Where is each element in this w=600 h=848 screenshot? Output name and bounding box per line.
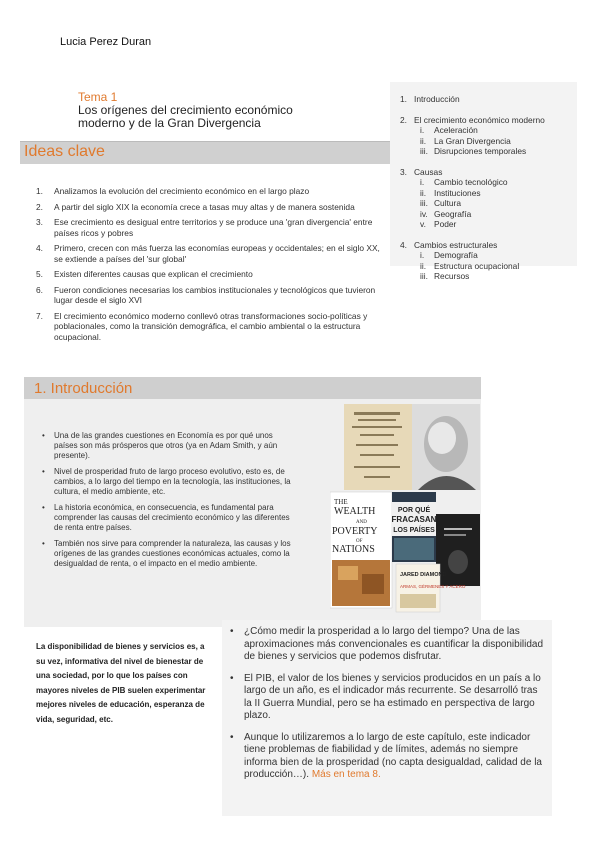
intro-bullets-container bbox=[40, 431, 296, 575]
table-of-contents bbox=[390, 82, 577, 281]
toc-sub-item: iii. Cultura bbox=[420, 198, 461, 208]
toc-sub-item: i. Aceleración bbox=[420, 125, 478, 135]
pib-slide bbox=[222, 620, 552, 816]
toc-sub-item: v. Poder bbox=[420, 219, 457, 229]
ideas-list-container bbox=[36, 186, 384, 347]
pib-bullet: • Aunque lo utilizaremos a lo largo de este capítulo, este indicador tiene problemas de fiabilidad y de límites, además no siempre informa bien de la prosperidad (no capta desigualdad, calidad de la producción…). Más en tema 8. bbox=[226, 732, 548, 782]
author-name: Lucia Perez Duran bbox=[60, 36, 152, 48]
intro-bullet-list bbox=[40, 431, 296, 569]
toc-sub-item: ii. La Gran Divergencia bbox=[420, 135, 511, 146]
pib-bullet: • El PIB, el valor de los bienes y servicios producidos en un país a lo largo de un año, es el indicador más recurrente. Se desarrolló tras la II Guerra Mundial, pero se ha estimado en perspectiva de largo plazo. bbox=[226, 673, 548, 723]
book-covers-collage bbox=[330, 404, 480, 614]
pib-bullet: • ¿Cómo medir la prosperidad a lo largo del tiempo? Una de las aproximaciones más convencionales es cuantificar la disponibilidad de bienes y servicios que podemos disfrutar. bbox=[226, 626, 548, 664]
toc-sub-item: iii. Recursos bbox=[420, 271, 470, 281]
tema-title-line1: Los orígenes del crecimiento económico bbox=[78, 103, 293, 117]
toc-section-2: 2. El crecimiento económico moderno bbox=[400, 114, 545, 125]
pib-bullet-list bbox=[226, 626, 548, 782]
toc-sub-item: iv. Geografía bbox=[420, 208, 472, 219]
introduction-bar bbox=[24, 377, 481, 399]
ideas-clave-heading: Ideas clave bbox=[24, 143, 105, 160]
ideas-list bbox=[36, 186, 384, 342]
idea-item-7: 7. El crecimiento económico moderno conllevó otras transformaciones socio-políticas y poblacionales, como la transición demográfica, el cambio ambiental o la estructura ocupacional. bbox=[36, 310, 368, 342]
toc-sub-item: i. Cambio tecnológico bbox=[420, 177, 508, 187]
idea-item-1: 1. Analizamos la evolución del crecimiento económico en el largo plazo bbox=[36, 186, 310, 196]
tema-header bbox=[78, 90, 293, 130]
cover-text-los-paises: LOS PAÍSES bbox=[393, 527, 435, 534]
intro-bullet: • También nos sirve para comprender la naturaleza, las causas y los orígenes de las grandes cuestiones económicas actuales, como la desigualdad de renta, o el impacto en el medio ambiente. bbox=[40, 539, 296, 569]
idea-item-3: 3. Ese crecimiento es desigual entre territorios y se produce una 'gran divergencia' entre países ricos y pobres bbox=[36, 217, 373, 238]
cover-text-poverty: POVERTY bbox=[332, 526, 378, 537]
cover-text-jared-diamond: JARED DIAMOND bbox=[400, 572, 447, 578]
intro-bullet: • La historia económica, en consecuencia, es fundamental para comprender las causas del crecimiento económico y las diferentes de renta entre países. bbox=[40, 503, 296, 533]
idea-item-4: 4. Primero, crecen con más fuerza las economías europeas y occidentales; en el siglo XX, se extiende a países del 'sur global' bbox=[36, 243, 380, 264]
toc-sub-item: ii. Instituciones bbox=[420, 187, 481, 198]
cover-text-the: THE bbox=[334, 498, 348, 506]
cover-text-fracasan: FRACASAN bbox=[391, 515, 437, 524]
intro-bullet: • Una de las grandes cuestiones en Economía es por qué unos países son más prósperos que otros (ya en Adam Smith, y aún presente). bbox=[40, 431, 296, 461]
cover-text-por-que: POR QUÉ bbox=[397, 507, 431, 514]
idea-item-6: 6. Fueron condiciones necesarias los cambios institucionales y tecnológicos que tuvieron lugar desde el siglo XVI bbox=[36, 284, 376, 305]
idea-item-2: 2. A partir del siglo XIX la economía crece a tasas muy altas y de manera sostenida bbox=[36, 201, 355, 212]
cover-text-of: OF bbox=[356, 539, 363, 544]
toc-section-4: 4. Cambios estructurales bbox=[400, 239, 498, 250]
toc-sub-item: i. Demografía bbox=[420, 250, 478, 260]
toc-sub-item: iii. Disrupciones temporales bbox=[420, 146, 527, 156]
toc-section-1: 1. Introducción bbox=[400, 94, 460, 104]
introduction-heading: 1. Introducción bbox=[34, 380, 133, 397]
tema-number: Tema 1 bbox=[78, 90, 118, 104]
mas-en-tema-8-highlight: Más en tema 8. bbox=[311, 769, 381, 780]
toc-sub-item: ii. Estructura ocupacional bbox=[420, 260, 520, 271]
tema-title-line2: moderno y de la Gran Divergencia bbox=[78, 116, 261, 130]
left-note-text: La disponibilidad de bienes y servicios es, a su vez, informativa del nivel de bienestar de una sociedad, por lo que los países con mayores niveles de PIB suelen experimentar mejores niveles de educación, esperanza de vida, seguridad, etc. bbox=[36, 642, 206, 724]
cover-text-and: AND bbox=[356, 520, 367, 525]
cover-text-armas: ARMAS, GÉRMENES Y ACERO bbox=[400, 584, 466, 589]
ideas-clave-bar bbox=[20, 141, 400, 164]
cover-text-nations: NATIONS bbox=[332, 544, 375, 555]
idea-item-5: 5. Existen diferentes causas que explican el crecimiento bbox=[36, 269, 253, 279]
intro-bullet: • Nivel de prosperidad fruto de largo proceso evolutivo, esto es, de cambios, a lo largo del tiempo en la tecnología, las instituciones, la cultura, el medio ambiente, etc. bbox=[40, 467, 296, 497]
toc-section-3: 3. Causas bbox=[400, 166, 443, 177]
cover-text-wealth: WEALTH bbox=[334, 506, 376, 517]
